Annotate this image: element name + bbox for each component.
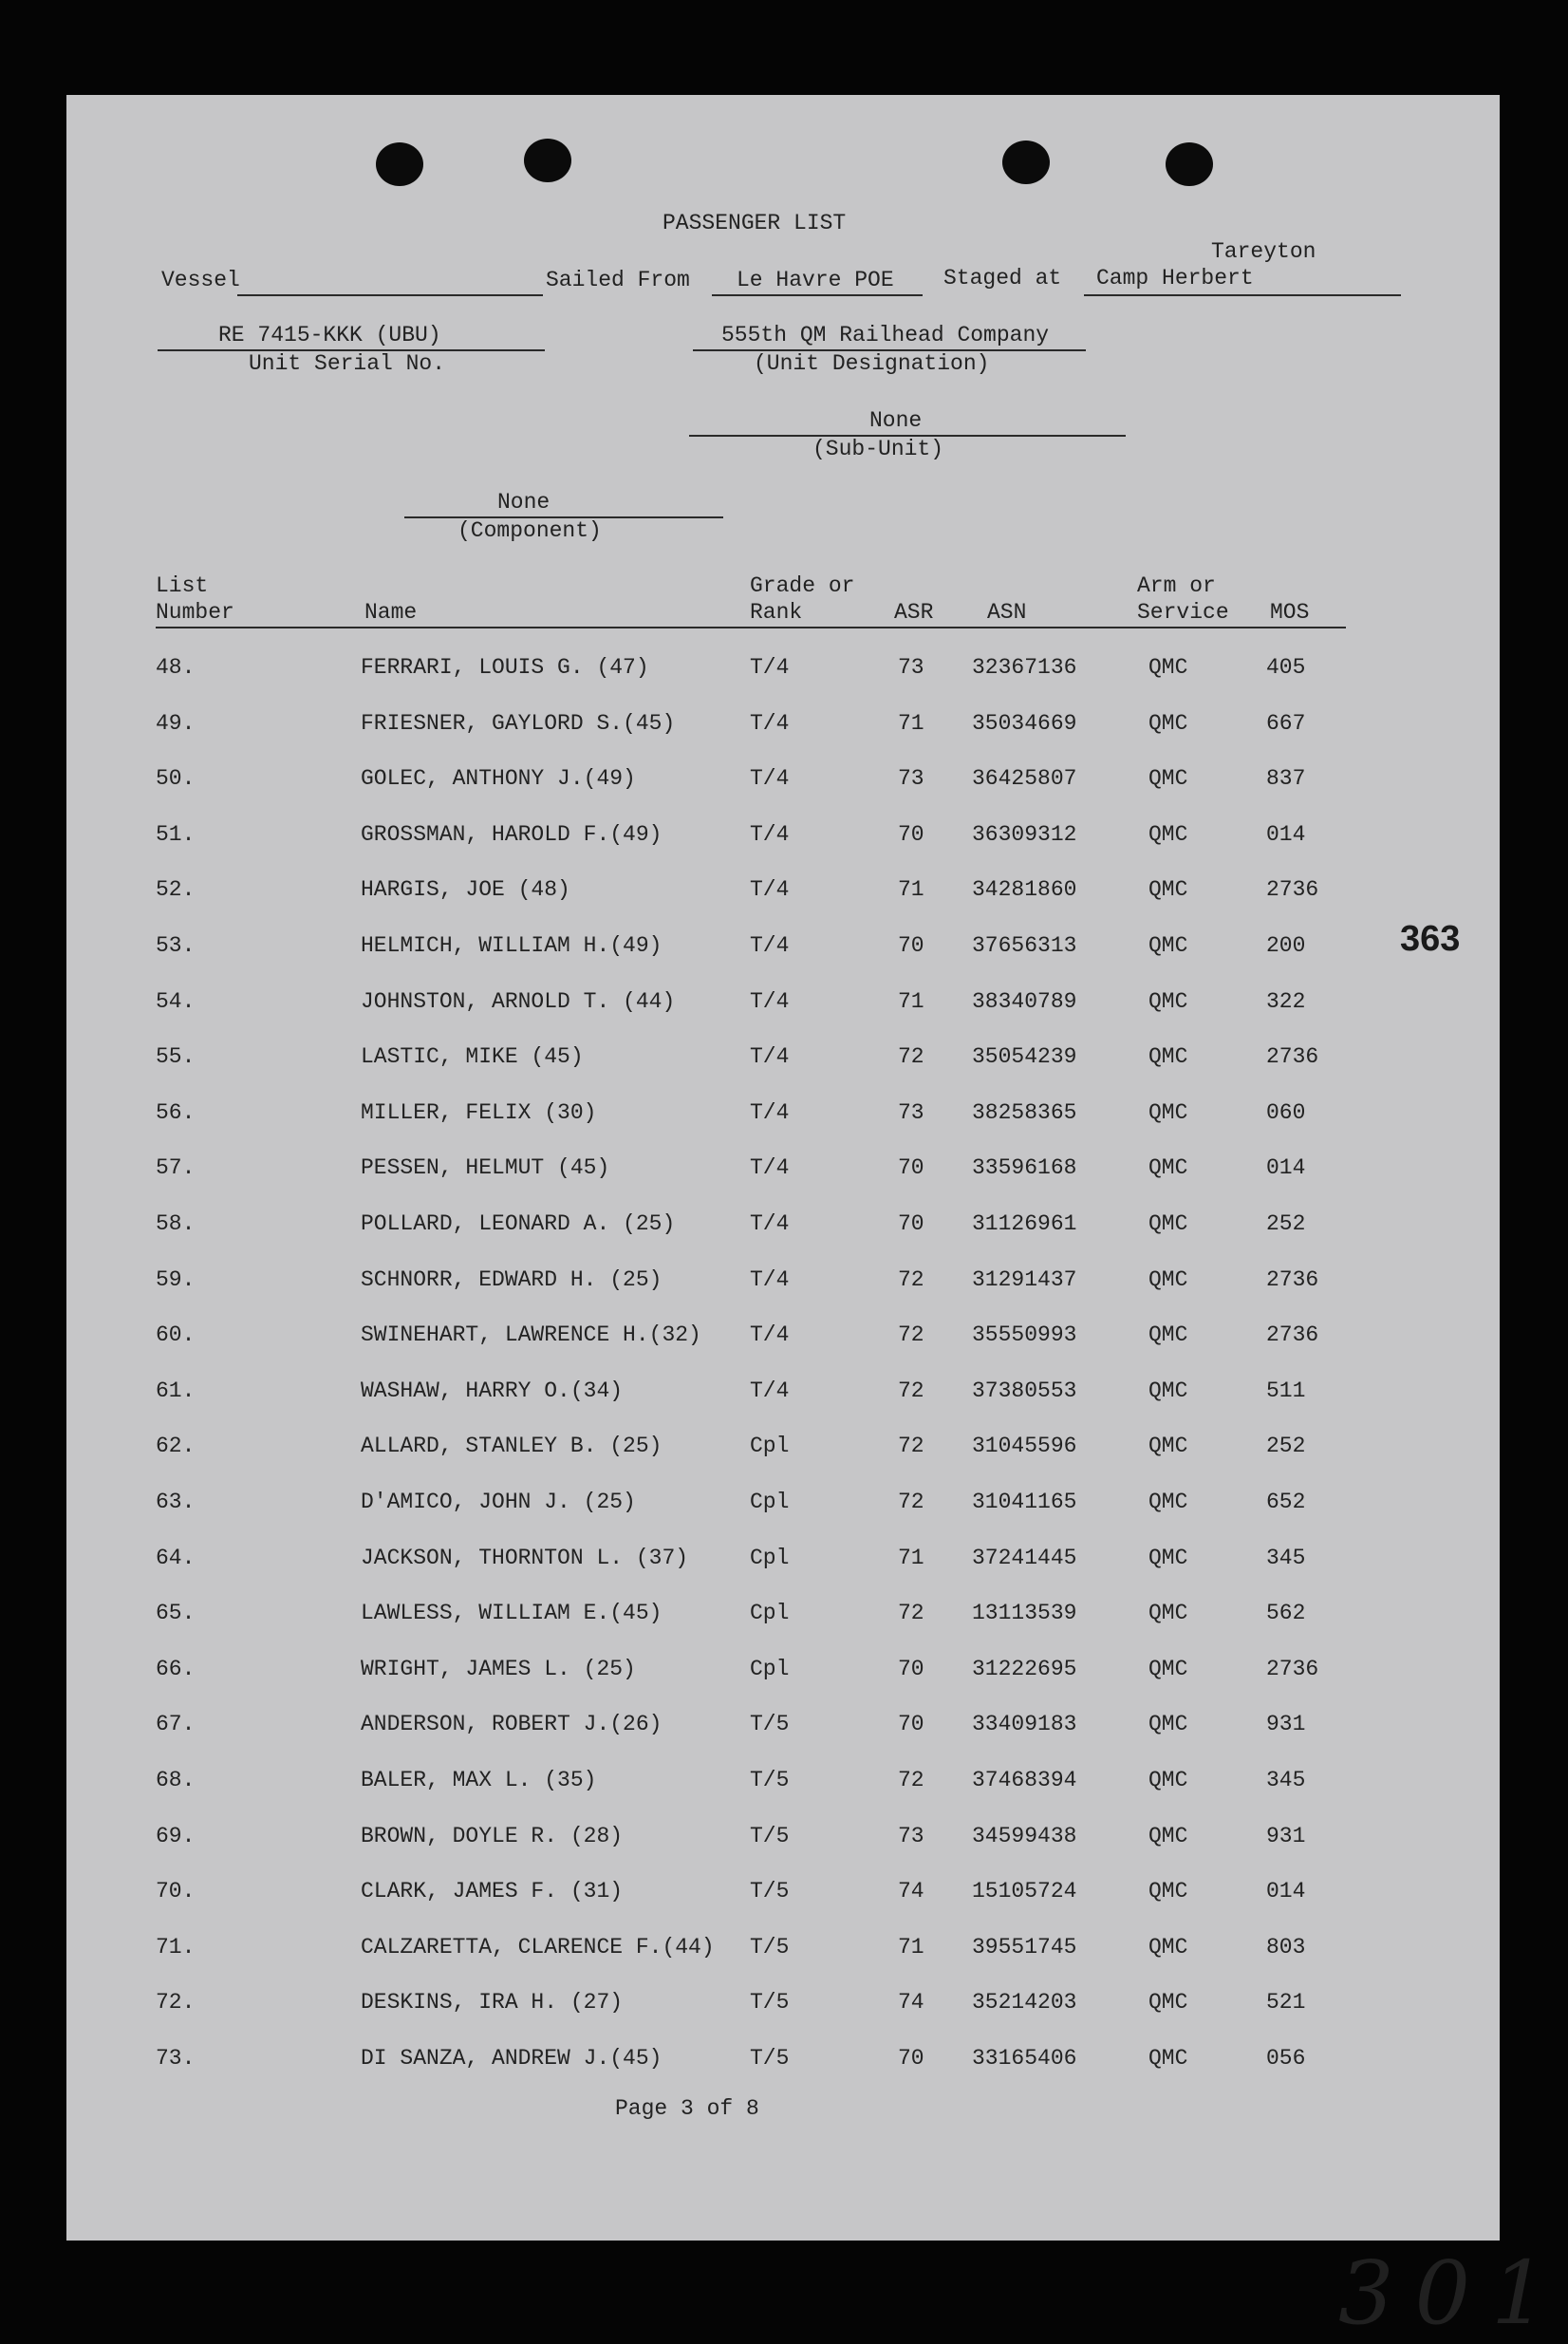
mos-cell: 014: [1266, 1879, 1306, 1904]
asr-cell: 72: [898, 1490, 924, 1514]
arm-cell: QMC: [1148, 1099, 1188, 1125]
asn-cell: 31291437: [972, 1266, 1077, 1292]
grade-cell: T/4: [750, 710, 790, 736]
passenger-name-cell: WASHAW, HARRY O.(34): [361, 1378, 624, 1403]
subunit-value: None: [869, 408, 923, 433]
table-row: [66, 822, 1500, 860]
asn-cell: 35550993: [972, 1322, 1077, 1348]
page-number: Page 3 of 8: [615, 2096, 759, 2121]
punch-hole: [524, 139, 571, 182]
mos-cell: 2736: [1266, 877, 1319, 903]
list-number-cell: 58.: [156, 1211, 196, 1236]
asn-cell: 33596168: [972, 1155, 1077, 1181]
grade-cell: T/5: [750, 1768, 790, 1792]
asr-cell: 72: [898, 1266, 924, 1292]
subunit-label: (Sub-Unit): [812, 437, 944, 461]
table-row: [66, 877, 1500, 915]
grade-cell: Cpl: [750, 1656, 790, 1681]
mos-cell: 652: [1266, 1490, 1306, 1514]
passenger-name-cell: CLARK, JAMES F. (31): [361, 1879, 624, 1904]
arm-cell: QMC: [1148, 710, 1188, 736]
asr-cell: 74: [898, 1879, 924, 1904]
punch-hole: [1166, 142, 1213, 186]
asn-cell: 37656313: [972, 933, 1077, 958]
arm-cell: QMC: [1148, 1434, 1188, 1459]
asn-cell: 31126961: [972, 1211, 1077, 1236]
grade-cell: T/4: [750, 1155, 790, 1181]
asn-cell: 39551745: [972, 1934, 1077, 1960]
mos-cell: 200: [1266, 933, 1306, 958]
asn-cell: 34599438: [972, 1823, 1077, 1848]
arm-cell: QMC: [1148, 1322, 1188, 1348]
passenger-name-cell: CALZARETTA, CLARENCE F.(44): [361, 1934, 715, 1960]
mos-cell: 562: [1266, 1601, 1306, 1626]
asn-cell: 35214203: [972, 1990, 1077, 2016]
grade-cell: T/4: [750, 1044, 790, 1070]
component-label: (Component): [457, 518, 602, 543]
arm-cell: QMC: [1148, 1044, 1188, 1070]
mos-cell: 837: [1266, 766, 1306, 792]
grade-cell: Cpl: [750, 1490, 790, 1514]
table-row: [66, 766, 1500, 804]
arm-cell: QMC: [1148, 1879, 1188, 1904]
col-grade: Grade or: [750, 573, 855, 598]
mos-cell: 511: [1266, 1378, 1306, 1403]
asr-cell: 71: [898, 1934, 924, 1960]
asn-cell: 35054239: [972, 1044, 1077, 1070]
mos-cell: 2736: [1266, 1266, 1319, 1292]
grade-cell: T/5: [750, 1934, 790, 1960]
mos-cell: 521: [1266, 1990, 1306, 2016]
list-number-cell: 53.: [156, 933, 196, 958]
grade-cell: T/4: [750, 766, 790, 792]
table-row: [66, 1768, 1500, 1806]
grade-cell: T/5: [750, 1712, 790, 1737]
col-arm: Arm or: [1137, 573, 1216, 598]
arm-cell: QMC: [1148, 1211, 1188, 1236]
list-number-cell: 73.: [156, 2046, 196, 2071]
list-number-cell: 60.: [156, 1322, 196, 1348]
mos-cell: 2736: [1266, 1656, 1319, 1681]
asn-cell: 31045596: [972, 1434, 1077, 1459]
arm-cell: QMC: [1148, 1712, 1188, 1737]
grade-cell: T/4: [750, 1211, 790, 1236]
list-number-cell: 61.: [156, 1378, 196, 1403]
document-page: [66, 95, 1568, 2344]
grade-cell: T/5: [750, 2046, 790, 2071]
passenger-name-cell: WRIGHT, JAMES L. (25): [361, 1656, 636, 1681]
grade-cell: Cpl: [750, 1545, 790, 1570]
arm-cell: QMC: [1148, 1545, 1188, 1570]
table-row: [66, 2046, 1500, 2084]
asn-cell: 15105724: [972, 1879, 1077, 1904]
list-number-cell: 57.: [156, 1155, 196, 1181]
asn-cell: 36309312: [972, 821, 1077, 847]
list-number-cell: 51.: [156, 821, 196, 847]
table-row: [66, 1879, 1500, 1917]
asn-cell: 37380553: [972, 1378, 1077, 1403]
mos-cell: 014: [1266, 821, 1306, 847]
table-row: [66, 1434, 1500, 1472]
passenger-name-cell: JACKSON, THORNTON L. (37): [361, 1545, 689, 1570]
table-row: [66, 1267, 1500, 1305]
list-number-cell: 65.: [156, 1601, 196, 1626]
sailed-from-value: Le Havre POE: [737, 268, 894, 292]
mos-cell: 931: [1266, 1712, 1306, 1737]
mos-cell: 2736: [1266, 1322, 1319, 1348]
grade-cell: Cpl: [750, 1434, 790, 1459]
col-mos: MOS: [1270, 600, 1310, 625]
asr-cell: 73: [898, 1823, 924, 1848]
asr-cell: 70: [898, 1712, 924, 1737]
asn-cell: 32367136: [972, 655, 1077, 680]
table-row: [66, 1100, 1500, 1138]
mos-cell: 405: [1266, 655, 1306, 680]
punch-hole: [1002, 141, 1050, 184]
arm-cell: QMC: [1148, 766, 1188, 792]
arm-cell: QMC: [1148, 821, 1188, 847]
stamp-number: 363: [1400, 919, 1461, 959]
arm-cell: QMC: [1148, 1934, 1188, 1960]
unit-serial-label: Unit Serial No.: [249, 351, 446, 376]
list-number-cell: 62.: [156, 1434, 196, 1459]
asr-cell: 70: [898, 1656, 924, 1681]
asr-cell: 73: [898, 766, 924, 792]
passenger-name-cell: BALER, MAX L. (35): [361, 1768, 597, 1792]
passenger-name-cell: DI SANZA, ANDREW J.(45): [361, 2046, 663, 2071]
punch-hole: [376, 142, 423, 186]
page-title: PASSENGER LIST: [663, 211, 847, 235]
list-number-cell: 49.: [156, 710, 196, 736]
passenger-name-cell: ANDERSON, ROBERT J.(26): [361, 1712, 663, 1737]
passenger-name-cell: DESKINS, IRA H. (27): [361, 1990, 624, 2016]
arm-cell: QMC: [1148, 1490, 1188, 1514]
mos-cell: 322: [1266, 988, 1306, 1014]
arm-cell: QMC: [1148, 933, 1188, 958]
table-row: [66, 1044, 1500, 1082]
table-row: [66, 1935, 1500, 1973]
asr-cell: 72: [898, 1434, 924, 1459]
table-row: [66, 711, 1500, 749]
asr-cell: 70: [898, 2046, 924, 2071]
vessel-label: Vessel: [161, 268, 240, 292]
passenger-name-cell: FRIESNER, GAYLORD S.(45): [361, 710, 676, 736]
passenger-name-cell: SCHNORR, EDWARD H. (25): [361, 1266, 663, 1292]
list-number-cell: 69.: [156, 1823, 196, 1848]
list-number-cell: 71.: [156, 1934, 196, 1960]
list-number-cell: 48.: [156, 655, 196, 680]
asr-cell: 73: [898, 655, 924, 680]
header-underline: [156, 627, 1346, 628]
mos-cell: 345: [1266, 1768, 1306, 1792]
asr-cell: 70: [898, 933, 924, 958]
mos-cell: 060: [1266, 1099, 1306, 1125]
asr-cell: 71: [898, 877, 924, 903]
arm-cell: QMC: [1148, 1656, 1188, 1681]
mos-cell: 345: [1266, 1545, 1306, 1570]
grade-cell: T/5: [750, 1823, 790, 1848]
staged-at-underline: [1084, 294, 1401, 296]
col-asn: ASN: [987, 600, 1027, 625]
list-number-cell: 54.: [156, 988, 196, 1014]
handwritten-number: 301: [1338, 2242, 1568, 2344]
asn-cell: 37241445: [972, 1545, 1077, 1570]
grade-cell: T/4: [750, 877, 790, 903]
grade-cell: T/4: [750, 1322, 790, 1348]
col-asr: ASR: [894, 600, 934, 625]
grade-cell: T/4: [750, 1099, 790, 1125]
list-number-cell: 72.: [156, 1990, 196, 2016]
unit-serial-value: RE 7415-KKK (UBU): [218, 323, 441, 347]
passenger-name-cell: LAWLESS, WILLIAM E.(45): [361, 1601, 663, 1626]
sailed-from-underline: [712, 294, 923, 296]
passenger-name-cell: SWINEHART, LAWRENCE H.(32): [361, 1322, 701, 1348]
list-number-cell: 52.: [156, 877, 196, 903]
list-number-cell: 56.: [156, 1099, 196, 1125]
passenger-name-cell: LASTIC, MIKE (45): [361, 1044, 584, 1070]
passenger-name-cell: MILLER, FELIX (30): [361, 1099, 597, 1125]
table-row: [66, 1546, 1500, 1584]
staged-at-value: Camp Herbert: [1096, 266, 1254, 291]
passenger-name-cell: GOLEC, ANTHONY J.(49): [361, 766, 636, 792]
asr-cell: 74: [898, 1990, 924, 2016]
list-number-cell: 67.: [156, 1712, 196, 1737]
arm-cell: QMC: [1148, 2046, 1188, 2071]
table-row: [66, 1601, 1500, 1639]
arm-cell: QMC: [1148, 877, 1188, 903]
asr-cell: 70: [898, 1155, 924, 1181]
passenger-name-cell: ALLARD, STANLEY B. (25): [361, 1434, 663, 1459]
passenger-name-cell: GROSSMAN, HAROLD F.(49): [361, 821, 663, 847]
asn-cell: 36425807: [972, 766, 1077, 792]
asr-cell: 71: [898, 710, 924, 736]
asn-cell: 34281860: [972, 877, 1077, 903]
table-row: [66, 1155, 1500, 1193]
col-list-number: List: [156, 573, 209, 598]
arm-cell: QMC: [1148, 1378, 1188, 1403]
table-row: [66, 1824, 1500, 1862]
grade-cell: T/4: [750, 933, 790, 958]
arm-cell: QMC: [1148, 1768, 1188, 1792]
grade-cell: Cpl: [750, 1601, 790, 1626]
table-row: [66, 1657, 1500, 1695]
table-row: [66, 655, 1500, 693]
mos-cell: 014: [1266, 1155, 1306, 1181]
mos-cell: 252: [1266, 1211, 1306, 1236]
list-number-cell: 70.: [156, 1879, 196, 1904]
asn-cell: 31041165: [972, 1490, 1077, 1514]
asn-cell: 33409183: [972, 1712, 1077, 1737]
table-row: [66, 1211, 1500, 1249]
passenger-name-cell: POLLARD, LEONARD A. (25): [361, 1211, 676, 1236]
table-row: [66, 1378, 1500, 1416]
asr-cell: 72: [898, 1601, 924, 1626]
asr-cell: 72: [898, 1768, 924, 1792]
asr-cell: 72: [898, 1322, 924, 1348]
table-row: [66, 1712, 1500, 1750]
staged-at-label: Staged at: [943, 266, 1062, 291]
asn-cell: 33165406: [972, 2046, 1077, 2071]
component-value: None: [497, 490, 551, 515]
asr-cell: 70: [898, 821, 924, 847]
col-list-number-2: Number: [156, 600, 234, 625]
unit-designation-value: 555th QM Railhead Company: [721, 323, 1050, 347]
arm-cell: QMC: [1148, 988, 1188, 1014]
sailed-from-label: Sailed From: [546, 268, 690, 292]
arm-cell: QMC: [1148, 1266, 1188, 1292]
table-row: [66, 989, 1500, 1027]
col-grade-2: Rank: [750, 600, 803, 625]
list-number-cell: 59.: [156, 1266, 196, 1292]
asn-cell: 38340789: [972, 988, 1077, 1014]
passenger-name-cell: HARGIS, JOE (48): [361, 877, 570, 903]
arm-cell: QMC: [1148, 1990, 1188, 2016]
arm-cell: QMC: [1148, 1155, 1188, 1181]
asr-cell: 72: [898, 1378, 924, 1403]
asn-cell: 38258365: [972, 1099, 1077, 1125]
asr-cell: 71: [898, 988, 924, 1014]
list-number-cell: 55.: [156, 1044, 196, 1070]
list-number-cell: 50.: [156, 766, 196, 792]
grade-cell: T/4: [750, 1378, 790, 1403]
table-row: [66, 933, 1500, 971]
mos-cell: 803: [1266, 1934, 1306, 1960]
arm-cell: QMC: [1148, 1601, 1188, 1626]
passenger-name-cell: BROWN, DOYLE R. (28): [361, 1823, 624, 1848]
passenger-name-cell: PESSEN, HELMUT (45): [361, 1155, 610, 1181]
mos-cell: 252: [1266, 1434, 1306, 1459]
unit-designation-label: (Unit Designation): [754, 351, 990, 376]
passenger-name-cell: HELMICH, WILLIAM H.(49): [361, 933, 663, 958]
asr-cell: 70: [898, 1211, 924, 1236]
arm-cell: QMC: [1148, 1823, 1188, 1848]
asr-cell: 71: [898, 1545, 924, 1570]
grade-cell: T/4: [750, 1266, 790, 1292]
passenger-name-cell: D'AMICO, JOHN J. (25): [361, 1490, 636, 1514]
passenger-name-cell: FERRARI, LOUIS G. (47): [361, 655, 649, 680]
list-number-cell: 68.: [156, 1768, 196, 1792]
passenger-name-cell: JOHNSTON, ARNOLD T. (44): [361, 988, 676, 1014]
table-row: [66, 1322, 1500, 1360]
asn-cell: 35034669: [972, 710, 1077, 736]
mos-cell: 667: [1266, 710, 1306, 736]
list-number-cell: 66.: [156, 1656, 196, 1681]
mos-cell: 056: [1266, 2046, 1306, 2071]
asn-cell: 31222695: [972, 1656, 1077, 1681]
list-number-cell: 64.: [156, 1545, 196, 1570]
list-number-cell: 63.: [156, 1490, 196, 1514]
asn-cell: 13113539: [972, 1601, 1077, 1626]
grade-cell: T/5: [750, 1990, 790, 2016]
vessel-underline: [237, 294, 543, 296]
grade-cell: T/4: [750, 655, 790, 680]
asr-cell: 73: [898, 1099, 924, 1125]
mos-cell: 931: [1266, 1823, 1306, 1848]
asn-cell: 37468394: [972, 1768, 1077, 1792]
staged-at-extra: Tareyton: [1211, 239, 1316, 264]
grade-cell: T/4: [750, 821, 790, 847]
col-arm-2: Service: [1137, 600, 1229, 625]
col-name: Name: [364, 600, 418, 625]
mos-cell: 2736: [1266, 1044, 1319, 1070]
arm-cell: QMC: [1148, 655, 1188, 680]
grade-cell: T/5: [750, 1879, 790, 1904]
asr-cell: 72: [898, 1044, 924, 1070]
grade-cell: T/4: [750, 988, 790, 1014]
table-row: [66, 1990, 1500, 2028]
table-row: [66, 1490, 1500, 1528]
